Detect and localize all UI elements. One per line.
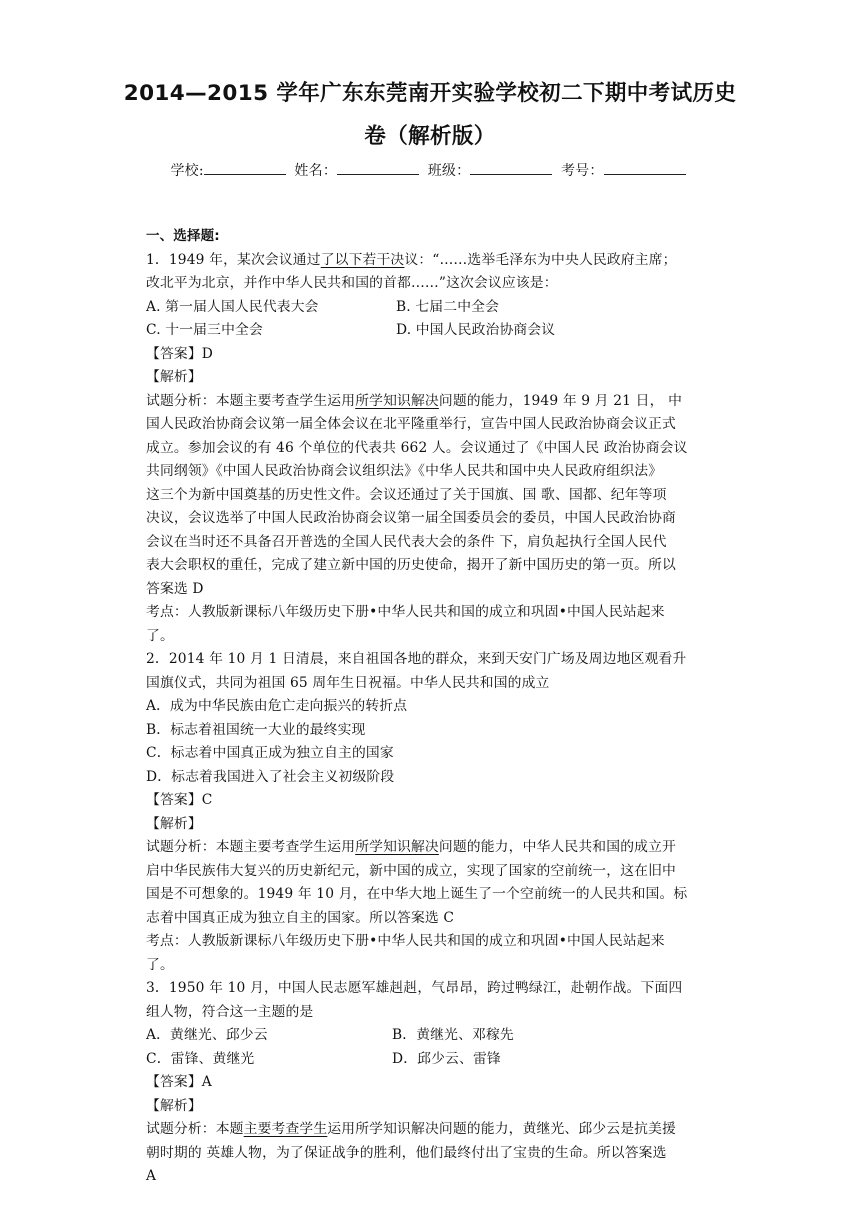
q2-option-c: C．标志着中国真正成为独立自主的国家 xyxy=(146,745,394,761)
q1-analysis-line-2: 国人民政治协商会议第一届全体会议在北平隆重举行，宣告中国人民政治协商会议正式 xyxy=(146,416,676,432)
q1-analysis-line-3: 成立。参加会议的有 46 个单位的代表共 662 人。会议通过了《中国人民 政治协商会议 xyxy=(146,439,688,456)
q1-stem-line-2: 改北平为北京，并作中华人民共和国的首都……”这次会议应该是： xyxy=(146,275,558,291)
q1-analysis-line-4: 共同纲领》《中国人民政治协商会议组织法》《中华人民共和国中央人民政府组织法》 xyxy=(146,463,663,479)
q1-stem-line-1: 1．1949 年，某次会议通过了以下若干决议：“……选举毛泽东为中央人民政府主席； xyxy=(146,251,677,268)
q3-analysis-line-1: 试题分析：本题主要考查学生运用所学知识解决问题的能力，黄继光、邱少云是抗美援 xyxy=(146,1121,676,1137)
q1-option-c: C. 十一届三中全会 xyxy=(146,322,263,338)
q3-analysis-line-3: A xyxy=(146,1168,157,1184)
q3-option-c: C．雷锋、黄继光 xyxy=(146,1050,255,1067)
q2-stem-line-1: 2．2014 年 10 月 1 日清晨，来自祖国各地的群众，来到天安门广场及周边地区观看升 xyxy=(146,651,687,667)
q1-option-d: D. 中国人民政治协商会议 xyxy=(396,322,556,338)
q3-stem-line-1: 3．1950 年 10 月，中国人民志愿军雄赳赳，气昂昂，跨过鸭绿江，赴朝作战。下面四 xyxy=(146,980,683,996)
q2-analysis-line-4: 志着中国真正成为独立自主的国家。所以答案选 C xyxy=(146,909,455,926)
q1-knowledge-point-line-1: 考点：人教版新课标八年级历史下册•中华人民共和国的成立和巩固•中国人民站起来 xyxy=(146,604,665,620)
exam-content xyxy=(146,225,716,1189)
q3-analysis-label: 【解析】 xyxy=(146,1097,202,1114)
q3-analysis-line-2: 朝时期的 英雄人物，为了保证战争的胜利，他们最终付出了宝贵的生命。所以答案选 xyxy=(146,1144,667,1161)
number-label: 考号： xyxy=(560,163,604,179)
q3-option-a: A．黄继光、邱少云 xyxy=(146,1027,268,1043)
class-label: 班级： xyxy=(427,163,471,179)
q1-options-row-1 xyxy=(146,296,716,320)
q1-analysis-line-9: 答案选 D xyxy=(146,580,204,597)
q1-analysis-line-1: 试题分析：本题主要考查学生运用所学知识解决问题的能力，1949 年 9 月 21 日， 中 xyxy=(146,392,683,409)
name-label: 姓名： xyxy=(294,163,338,179)
q1-analysis-line-5: 这三个为新中国奠基的历史性文件。会议还通过了关于国旗、国 歌、国都、纪年等项 xyxy=(146,486,667,503)
q2-option-b: B．标志着祖国统一大业的最终实现 xyxy=(146,721,366,738)
q2-knowledge-point-line-2: 了。 xyxy=(146,956,174,973)
exam-title-line-1: 2014—2015 学年广东东莞南开实验学校初二下期中考试历史 xyxy=(123,81,737,106)
q1-analysis-line-8: 表大会职权的重任，完成了建立新中国的历史使命，揭开了新中国历史的第一页。所以 xyxy=(146,557,676,573)
school-blank[interactable] xyxy=(204,161,286,175)
q2-option-d: D．标志着我国进入了社会主义初级阶段 xyxy=(146,768,395,785)
q2-option-a: A．成为中华民族由危亡走向振兴的转折点 xyxy=(146,698,408,714)
q1-answer: 【答案】D xyxy=(146,345,213,362)
q1-analysis-label: 【解析】 xyxy=(146,369,202,385)
q3-options-row-1 xyxy=(146,1024,716,1048)
q2-analysis-line-3: 国是不可想象的。1949 年 10 月，在中华大地上诞生了一个空前统一的人民共和国。标 xyxy=(146,886,688,902)
q3-options-row-2 xyxy=(146,1048,716,1072)
q1-knowledge-point-line-2: 了。 xyxy=(146,627,174,644)
name-blank[interactable] xyxy=(337,161,419,175)
q1-options-row-2 xyxy=(146,319,716,343)
q3-option-d: D．邱少云、雷锋 xyxy=(392,1050,501,1067)
q3-option-b: B．黄继光、邓稼先 xyxy=(392,1027,514,1043)
q1-option-b: B. 七届二中全会 xyxy=(396,298,500,315)
section-title: 一、选择题: xyxy=(146,228,220,244)
q2-answer: 【答案】C xyxy=(146,792,213,808)
q1-analysis-line-7: 会议在当时还不具备召开普选的全国人民代表大会的条件 下，肩负起执行全国人民代 xyxy=(146,533,667,550)
school-label: 学校: xyxy=(170,163,204,179)
q2-analysis-line-2: 启中华民族伟大复兴的历史新纪元，新中国的成立，实现了国家的空前统一，这在旧中 xyxy=(146,862,676,879)
q3-answer: 【答案】A xyxy=(146,1074,212,1090)
q2-analysis-line-1: 试题分析：本题主要考查学生运用所学知识解决问题的能力，中华人民共和国的成立开 xyxy=(146,839,676,855)
student-info-row xyxy=(0,160,860,180)
q2-stem-line-2: 国旗仪式，共同为祖国 65 周年生日祝福。中华人民共和国的成立 xyxy=(146,674,550,691)
exam-title-line-2: 卷（解析版） xyxy=(364,124,496,149)
q2-knowledge-point-line-1: 考点：人教版新课标八年级历史下册•中华人民共和国的成立和巩固•中国人民站起来 xyxy=(146,933,665,949)
q3-stem-line-2: 组人物，符合这一主题的是 xyxy=(146,1003,314,1020)
number-blank[interactable] xyxy=(604,161,686,175)
class-blank[interactable] xyxy=(470,161,552,175)
q1-option-a: A. 第一届人国人民代表大会 xyxy=(146,298,319,315)
q2-analysis-label: 【解析】 xyxy=(146,815,202,832)
q1-analysis-line-6: 决议，会议选举了中国人民政治协商会议第一届全国委员会的委员，中国人民政治协商 xyxy=(146,510,676,526)
